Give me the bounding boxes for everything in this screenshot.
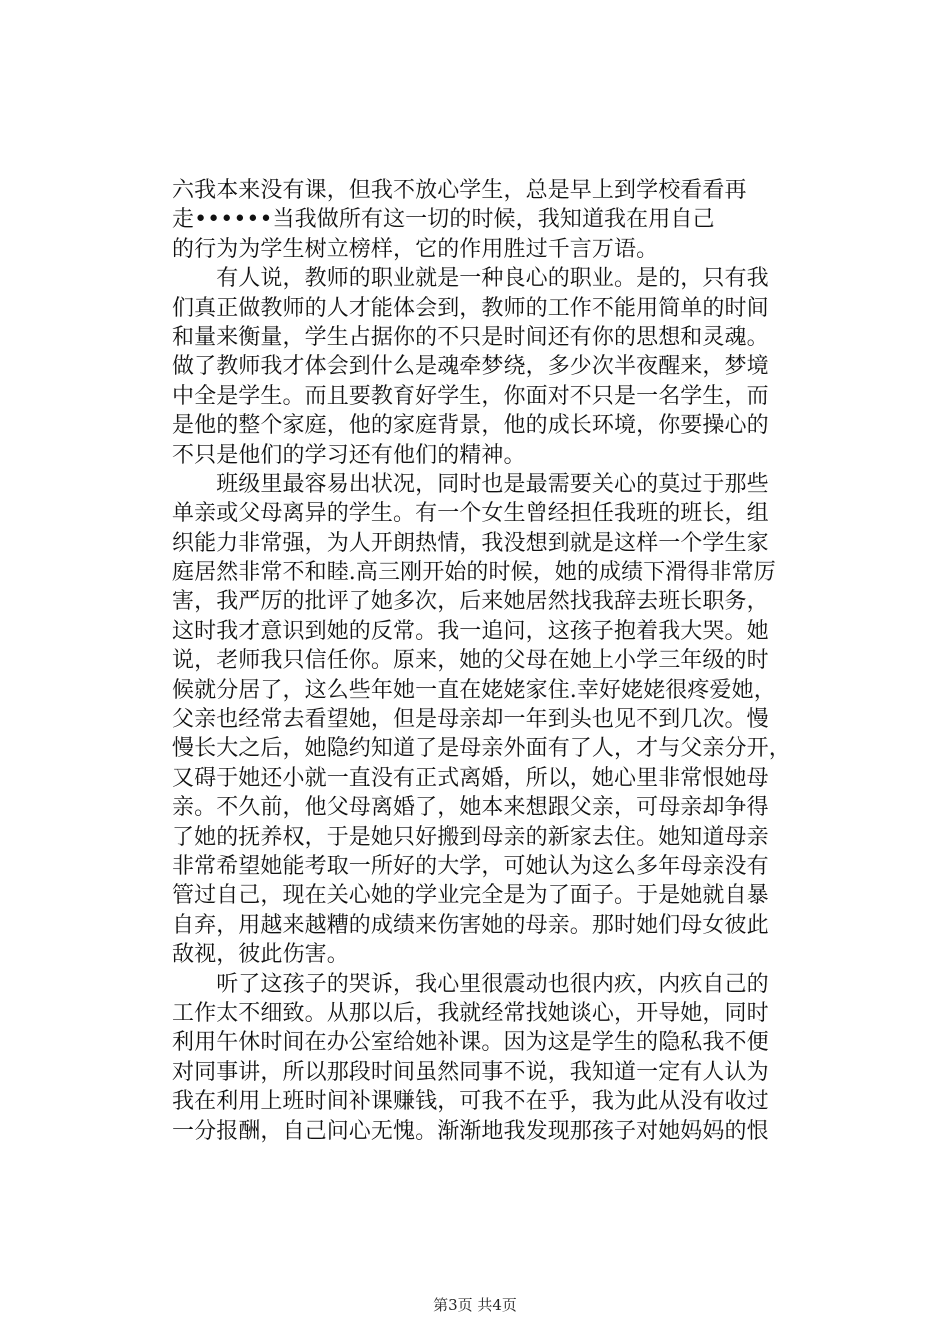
page-number-footer: 第3页 共4页 [433, 1296, 517, 1314]
text-line-32: 我在利用上班时间补课赚钱，可我不在乎，我为此从没有收过 [172, 1089, 769, 1115]
text-line-13: 织能力非常强，为人开朗热情，我没想到就是这样一个学生家 [172, 530, 769, 556]
text-line-7: 做了教师我才体会到什么是魂牵梦绕，多少次半夜醒来，梦境 [172, 354, 769, 380]
text-line-14: 庭居然非常不和睦.高三刚开始的时候，她的成绩下滑得非常厉 [172, 560, 776, 586]
text-line-11: 班级里最容易出状况，同时也是最需要关心的莫过于那些 [172, 471, 769, 497]
text-line-20: 慢长大之后，她隐约知道了是母亲外面有了人，才与父亲分开， [172, 736, 791, 762]
text-line-17: 说，老师我只信任你。原来，她的父母在她上小学三年级的时 [172, 648, 769, 674]
text-line-21: 又碍于她还小就一直没有正式离婚，所以，她心里非常恨她母 [172, 765, 769, 791]
text-line-23: 了她的抚养权，于是她只好搬到母亲的新家去住。她知道母亲 [172, 824, 769, 850]
text-line-6: 和量来衡量，学生占据你的不只是时间还有你的思想和灵魂。 [172, 324, 769, 350]
text-line-33: 一分报酬，自己问心无愧。渐渐地我发现那孩子对她妈妈的恨 [172, 1118, 769, 1144]
text-line-16: 这时我才意识到她的反常。我一追问，这孩子抱着我大哭。她 [172, 618, 769, 644]
text-line-28: 听了这孩子的哭诉，我心里很震动也很内疚，内疚自己的 [172, 971, 769, 997]
text-line-8: 中全是学生。而且要教育好学生，你面对不只是一名学生，而 [172, 383, 769, 409]
text-line-3: 的行为为学生树立榜样，它的作用胜过千言万语。 [172, 236, 659, 262]
text-line-22: 亲。不久前，他父母离婚了，她本来想跟父亲，可母亲却争得 [172, 795, 769, 821]
text-line-26: 自弃，用越来越糟的成绩来伤害她的母亲。那时她们母女彼此 [172, 912, 769, 938]
text-line-5: 们真正做教师的人才能体会到，教师的工作不能用简单的时间 [172, 295, 769, 321]
text-line-25: 管过自己，现在关心她的学业完全是为了面子。于是她就自暴 [172, 883, 769, 909]
text-line-29: 工作太不细致。从那以后，我就经常找她谈心，开导她，同时 [172, 1000, 769, 1026]
text-line-12: 单亲或父母离异的学生。有一个女生曾经担任我班的班长，组 [172, 501, 769, 527]
text-line-4: 有人说，教师的职业就是一种良心的职业。是的，只有我 [172, 266, 769, 292]
text-line-31: 对同事讲，所以那段时间虽然同事不说，我知道一定有人认为 [172, 1059, 769, 1085]
text-line-24: 非常希望她能考取一所好的大学，可她认为这么多年母亲没有 [172, 853, 769, 879]
text-line-2: 走••••••当我做所有这一切的时候，我知道我在用自己 [172, 207, 715, 233]
text-line-30: 利用午休时间在办公室给她补课。因为这是学生的隐私我不便 [172, 1030, 769, 1056]
text-line-10: 不只是他们的学习还有他们的精神。 [172, 442, 526, 468]
text-line-1: 六我本来没有课，但我不放心学生，总是早上到学校看看再 [172, 178, 747, 203]
text-line-27: 敌视，彼此伤害。 [172, 942, 349, 968]
text-line-15: 害，我严厉的批评了她多次，后来她居然找我辞去班长职务， [172, 589, 769, 615]
text-line-19: 父亲也经常去看望她，但是母亲却一年到头也见不到几次。慢 [172, 707, 769, 733]
text-line-18: 候就分居了，这么些年她一直在姥姥家住.幸好姥姥很疼爱她， [172, 677, 776, 703]
body-text [172, 176, 792, 1146]
text-line-9: 是他的整个家庭，他的家庭背景，他的成长环境，你要操心的 [172, 413, 769, 439]
